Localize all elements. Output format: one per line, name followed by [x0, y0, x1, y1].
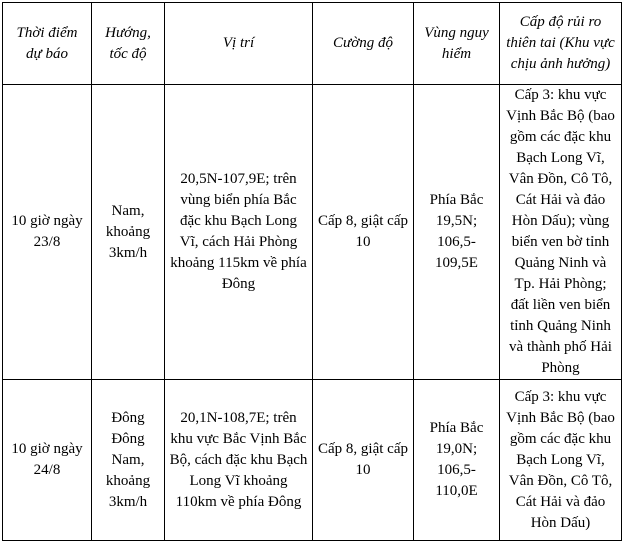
header-row [3, 3, 622, 85]
cell-time: 10 giờ ngày 24/8 [3, 380, 92, 541]
cell-danger-zone: Phía Bắc 19,0N; 106,5-110,0E [414, 380, 500, 541]
header-time: Thời điểm dự báo [3, 3, 92, 85]
header-risk: Cấp độ rủi ro thiên tai (Khu vực chịu ảnh hưởng) [500, 3, 622, 85]
cell-intensity: Cấp 8, giật cấp 10 [313, 85, 414, 380]
cell-position: 20,5N-107,9E; trên vùng biển phía Bắc đặc khu Bạch Long Vĩ, cách Hải Phòng khoảng 115km về phía Đông [165, 85, 313, 380]
cell-risk: Cấp 3: khu vực Vịnh Bắc Bộ (bao gồm các đặc khu Bạch Long Vĩ, Vân Đồn, Cô Tô, Cát Hải và đảo Hòn Dấu) [500, 380, 622, 541]
cell-direction: Nam, khoảng 3km/h [92, 85, 165, 380]
header-direction: Hướng, tốc độ [92, 3, 165, 85]
cell-risk: Cấp 3: khu vực Vịnh Bắc Bộ (bao gồm các đặc khu Bạch Long Vĩ, Vân Đồn, Cô Tô, Cát Hải và đảo Hòn Dấu); vùng biển ven bờ tỉnh Quảng Ninh và Tp. Hải Phòng; đất liền ven biển tỉnh Quảng Ninh và thành phố Hải Phòng [500, 85, 622, 380]
header-intensity: Cường độ [313, 3, 414, 85]
table-row [3, 85, 622, 380]
cell-intensity: Cấp 8, giật cấp 10 [313, 380, 414, 541]
header-position: Vị trí [165, 3, 313, 85]
cell-time: 10 giờ ngày 23/8 [3, 85, 92, 380]
table-row [3, 380, 622, 541]
forecast-table [2, 2, 622, 541]
header-danger-zone: Vùng nguy hiểm [414, 3, 500, 85]
cell-danger-zone: Phía Bắc 19,5N; 106,5-109,5E [414, 85, 500, 380]
cell-position: 20,1N-108,7E; trên khu vực Bắc Vịnh Bắc Bộ, cách đặc khu Bạch Long Vĩ khoảng 110km về phía Đông [165, 380, 313, 541]
cell-direction: Đông Đông Nam, khoảng 3km/h [92, 380, 165, 541]
